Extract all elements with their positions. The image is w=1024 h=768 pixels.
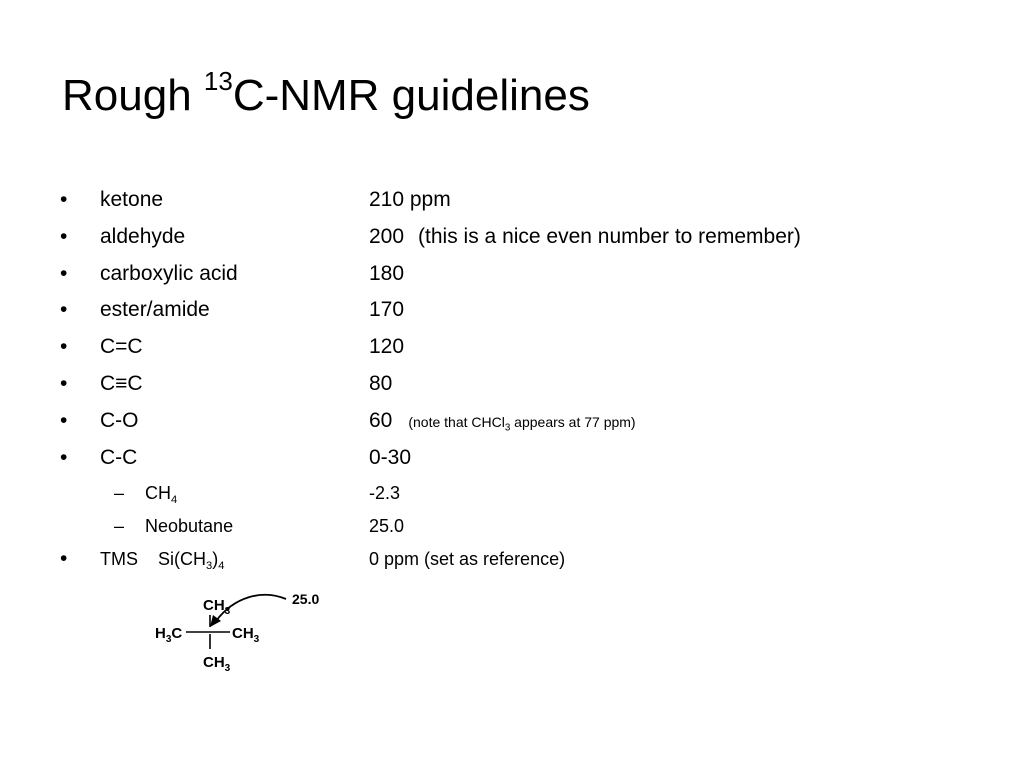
item-label: C-C bbox=[100, 446, 138, 469]
item-label: C=C bbox=[100, 335, 143, 358]
item-label: C-O bbox=[100, 409, 139, 432]
item-label: C≡C bbox=[100, 372, 143, 395]
item-value: 210 ppm bbox=[369, 188, 451, 211]
item-value: 25.0 bbox=[369, 516, 405, 536]
bullet-icon: • bbox=[60, 225, 68, 248]
item-value: 170 bbox=[369, 298, 405, 321]
slide-title bbox=[62, 68, 590, 124]
item-label: ketone bbox=[100, 188, 164, 211]
item-value: 0 ppm (set as reference) bbox=[369, 549, 566, 569]
bullet-icon: • bbox=[60, 446, 68, 469]
shift-label: 25.0 bbox=[292, 591, 320, 607]
bullet-icon: • bbox=[60, 409, 68, 432]
bullet-icon: • bbox=[60, 372, 68, 395]
item-value: 80 bbox=[369, 372, 393, 395]
bullet-icon: • bbox=[60, 298, 68, 321]
item-value: 180 bbox=[369, 262, 405, 285]
bottom-methyl-label: $CH_3$ bbox=[203, 654, 231, 674]
bullet-icon: • bbox=[60, 188, 68, 211]
item-label: aldehyde bbox=[100, 225, 186, 248]
sub-bullet-icon: – bbox=[114, 483, 125, 503]
bullet-icon: • bbox=[60, 335, 68, 358]
item-value: 120 bbox=[369, 335, 405, 358]
item-note: (note that CHCl$_3$ appears at 77 ppm) bbox=[408, 414, 636, 434]
title-suffix: C-NMR guidelines bbox=[232, 71, 590, 120]
item-label: $CH_4$ bbox=[145, 483, 178, 506]
item-value-with-note bbox=[369, 224, 801, 250]
right-methyl-label: $CH_3$ bbox=[232, 625, 260, 645]
item-value: 60 bbox=[369, 409, 393, 432]
left-methyl-label: $H_3C$ bbox=[155, 625, 183, 645]
neobutane-structure bbox=[150, 585, 350, 680]
item-value: -2.3 bbox=[369, 483, 401, 503]
item-value: 0-30 bbox=[369, 446, 412, 469]
item-value: 200 bbox=[369, 225, 405, 248]
top-methyl-label: $CH_3$ bbox=[203, 597, 231, 617]
item-value-with-note bbox=[369, 408, 636, 435]
item-label: carboxylic acid bbox=[100, 262, 238, 285]
item-label: ester/amide bbox=[100, 298, 210, 321]
title-superscript: 13 bbox=[203, 66, 233, 97]
sub-bullet-icon: – bbox=[114, 516, 125, 536]
item-label: TMS $Si(CH_3)_4$ bbox=[100, 549, 225, 572]
bullet-icon: • bbox=[60, 262, 68, 285]
bullet-icon: • bbox=[60, 547, 68, 570]
item-label: Neobutane bbox=[145, 516, 234, 536]
title-prefix: Rough bbox=[62, 71, 204, 120]
item-note: (this is a nice even number to remember) bbox=[418, 225, 801, 248]
